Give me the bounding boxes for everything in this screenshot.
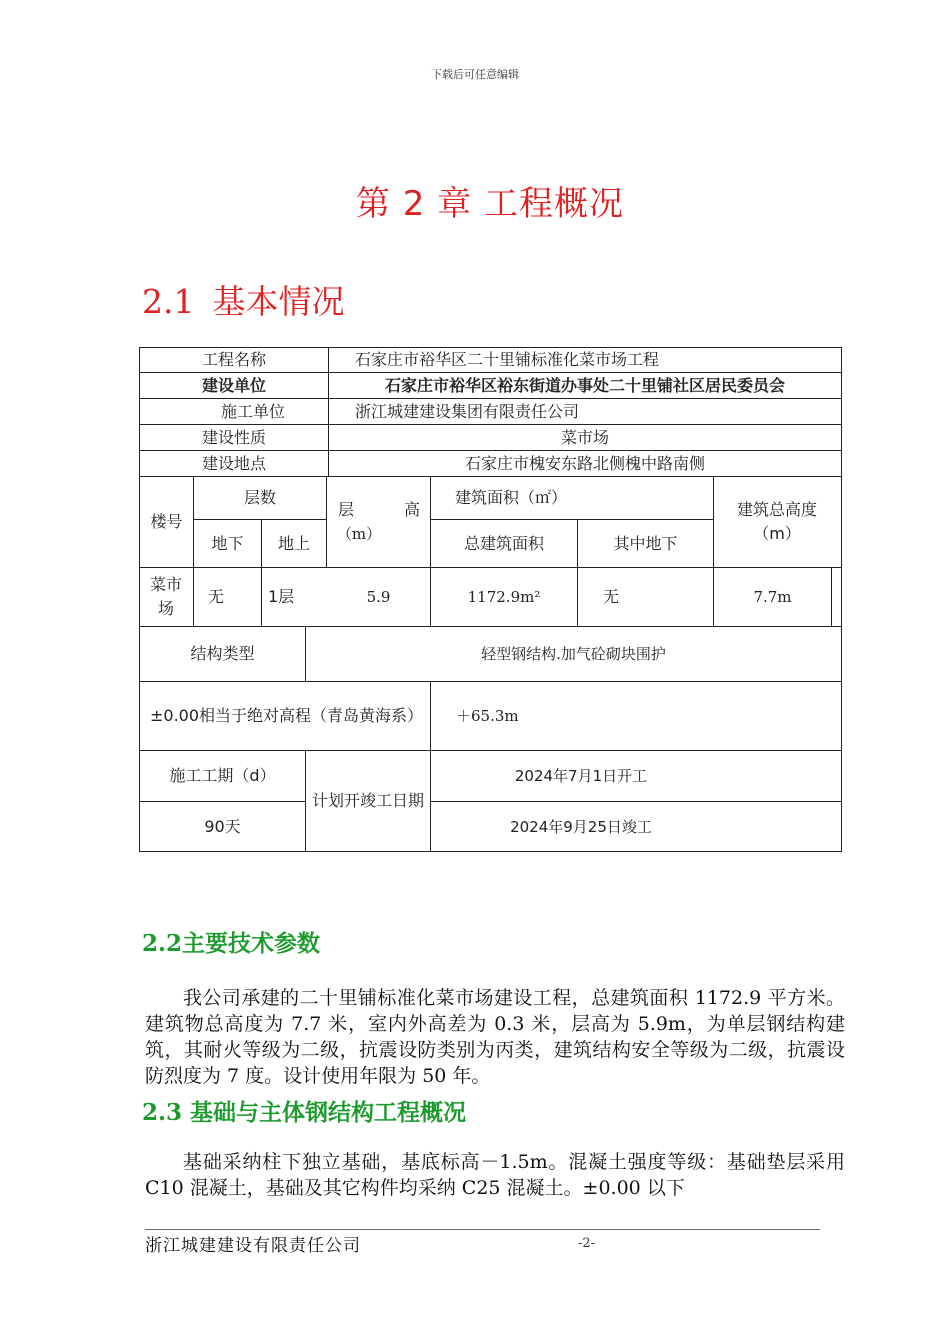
section-2-3-heading: 2.3 基础与主体钢结构工程概况	[142, 1099, 467, 1126]
header-floor-height-b: 高	[403, 500, 420, 519]
header-above-ground: 地上	[277, 533, 310, 553]
section-number: 2.1	[142, 282, 195, 321]
value-structure: 轻型钢结构.加气砼砌块围护	[481, 645, 666, 663]
cell-total-height: 7.7m	[753, 588, 792, 606]
value-location: 石家庄市槐安东路北侧槐中路南侧	[464, 453, 705, 473]
cell-area-underground: 无	[603, 587, 620, 606]
label-location: 建设地点	[201, 453, 266, 473]
value-start-date: 2024年7月1日开工	[514, 767, 648, 785]
section-2-2-heading	[142, 925, 320, 958]
cell-building: 菜市场	[149, 575, 182, 618]
value-owner: 石家庄市裕华区裕东街道办事处二十里铺社区居民委员会	[384, 375, 785, 395]
value-project-name: 石家庄市裕华区二十里铺标准化菜市场工程	[355, 350, 660, 369]
label-structure: 结构类型	[190, 644, 255, 663]
label-owner: 建设单位	[201, 375, 266, 395]
cell-floor-height: 5.9	[366, 588, 391, 606]
paragraph-text: 我公司承建的二十里铺标准化菜市场建设工程，总建筑面积 1172.9 平方米。建筑物总高度为 7.7 米，室内外高差为 0.3 米，层高为 5.9m，为单层钢结构建筑，其耐火等级为二级，抗震设防类别为丙类，建筑结构安全等级为二级，抗震设防烈度为 7 度。设计使用年限为 50 年。	[145, 987, 845, 1087]
section-2-1-heading	[142, 276, 344, 323]
chapter-title: 第 2 章 工程概况	[355, 184, 625, 224]
value-elevation: ＋65.3m	[456, 707, 519, 725]
header-building-no: 楼号	[150, 512, 183, 531]
paragraph-text: 基础采纳柱下独立基础，基底标高－1.5m。混凝土强度等级：基础垫层采用 C10 混凝土，基础及其它构件均采纳 C25 混凝土。±0.00 以下	[145, 1151, 845, 1199]
cell-underground: 无	[208, 587, 225, 606]
header-note: 下载后可任意编辑	[431, 68, 519, 81]
label-plan-dates: 计划开竣工日期	[312, 791, 425, 810]
header-building-area: 建筑面积（㎡）	[454, 488, 567, 507]
value-nature: 菜市场	[560, 427, 609, 447]
value-contractor: 浙江城建建设集团有限责任公司	[355, 401, 580, 421]
label-nature: 建设性质	[201, 427, 266, 447]
section-2-3-paragraph	[145, 1149, 845, 1201]
label-elevation: ±0.00相当于绝对高程（青岛黄海系）	[150, 706, 424, 725]
cell-above-ground: 1层	[268, 587, 295, 606]
label-contractor: 施工单位	[220, 401, 285, 421]
section-2-2-paragraph	[145, 985, 845, 1089]
label-project-name: 工程名称	[201, 350, 266, 369]
footer-page-number: -2-	[578, 1236, 596, 1251]
label-period: 施工工期（d）	[169, 766, 276, 785]
footer-divider	[145, 1229, 820, 1230]
value-end-date: 2024年9月25日竣工	[510, 817, 652, 836]
header-floors: 层数	[243, 488, 276, 507]
header-floor-height-unit: （m）	[336, 525, 382, 543]
header-underground: 地下	[211, 533, 244, 553]
header-total-height: 建筑总高度（m）	[736, 500, 817, 543]
section-title: 基本情况	[212, 282, 345, 321]
header-area-underground: 其中地下	[613, 533, 678, 553]
value-period: 90天	[204, 816, 241, 836]
cell-total-area: 1172.9m²	[467, 588, 541, 606]
section-number: 2.2	[142, 930, 183, 957]
section-title: 主要技术参数	[182, 931, 321, 957]
header-total-area: 总建筑面积	[463, 533, 544, 553]
header-floor-height-a: 层	[337, 500, 354, 519]
footer-company: 浙江城建建设有限责任公司	[145, 1236, 361, 1256]
